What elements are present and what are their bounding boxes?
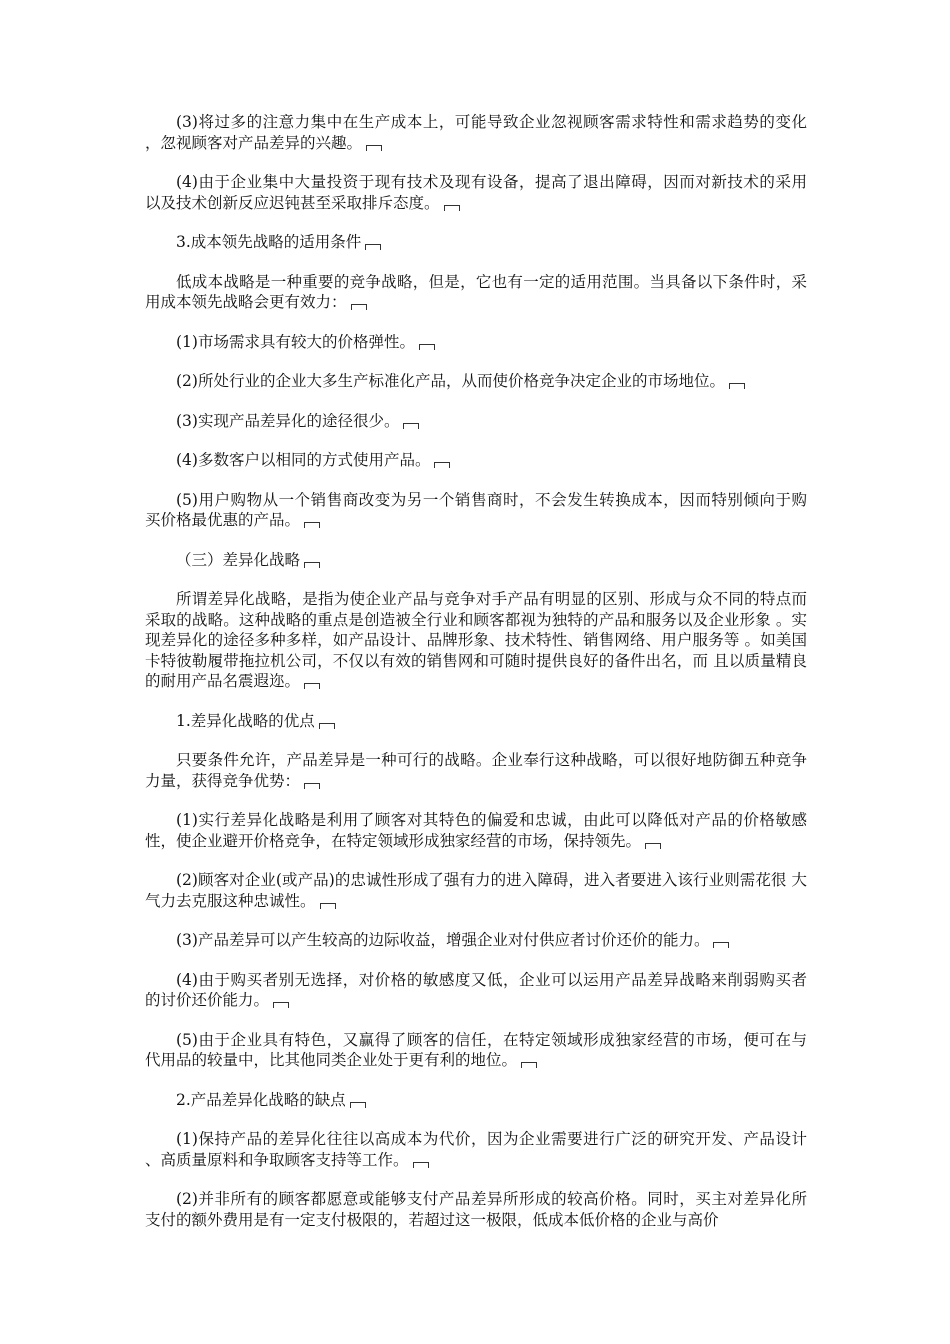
paragraph-mark-icon (304, 522, 320, 528)
section-heading: 2.产品差异化战略的缺点 (145, 1090, 807, 1111)
paragraph-mark-icon (713, 942, 729, 948)
list-item: (4)由于购买者别无选择，对价格的敏感度又低，企业可以运用产品差异战略来削弱购买者 的讨价还价能力。 (145, 970, 807, 1009)
list-item: (3)产品差异可以产生较高的边际收益，增强企业对付供应者讨价还价的能力。 (145, 930, 807, 951)
section-heading: 1.差异化战略的优点 (145, 711, 807, 732)
paragraph-mark-icon (350, 1102, 366, 1108)
list-item: (1)市场需求具有较大的价格弹性。 (145, 332, 807, 353)
paragraph-mark-icon (729, 383, 745, 389)
paragraph-mark-icon (403, 423, 419, 429)
section-heading: 3.成本领先战略的适用条件 (145, 232, 807, 253)
list-item: (1)保持产品的差异化往往以高成本为代价，因为企业需要进行广泛的研究开发、产品设计 、高质量原料和争取顾客支持等工作。 (145, 1130, 807, 1169)
paragraph: 所谓差异化战略，是指为使企业产品与竞争对手产品有明显的区别、形成与众不同的特点而 采取的战略。这种战略的重点是创造被全行业和顾客都视为独特的产品和服务以及企业形象 。实现差异化的途径多种多样，如产品设计、品牌形象、技术特性、销售网络、用户服务等 。如美国卡特彼勒履带拖拉机公司，不仅以有效的销售网和可随时提供良好的备件出名，而 且以质量精良的耐用产品名震遐迩。 (145, 590, 807, 690)
paragraph-mark-icon (351, 304, 367, 310)
list-item: (3)实现产品差异化的途径很少。 (145, 411, 807, 432)
paragraph-mark-icon (273, 1002, 289, 1008)
list-item: (4)多数客户以相同的方式使用产品。 (145, 450, 807, 471)
paragraph-mark-icon (319, 723, 335, 729)
paragraph-mark-icon (304, 683, 320, 689)
paragraph-mark-icon (366, 145, 382, 151)
paragraph: (4)由于企业集中大量投资于现有技术及现有设备，提高了退出障碍，因而对新技术的采用 以及技术创新反应迟钝甚至采取排斥态度。 (145, 173, 807, 212)
paragraph-mark-icon (444, 205, 460, 211)
paragraph-mark-icon (434, 462, 450, 468)
section-heading: （三）差异化战略 (145, 550, 807, 571)
list-item: (2)并非所有的顾客都愿意或能够支付产品差异所形成的较高价格。同时，买主对差异化所 支付的额外费用是有一定支付极限的，若超过这一极限，低成本低价格的企业与高价 (145, 1190, 807, 1229)
paragraph-mark-icon (521, 1062, 537, 1068)
list-item: (2)顾客对企业(或产品)的忠诚性形成了强有力的进入障碍，进入者要进入该行业则需花很 大气力去克服这种忠诚性。 (145, 871, 807, 910)
paragraph-mark-icon (419, 344, 435, 350)
paragraph-mark-icon (645, 843, 661, 849)
paragraph: 低成本战略是一种重要的竞争战略，但是，它也有一定的适用范围。当具备以下条件时，采 用成本领先战略会更有效力： (145, 272, 807, 311)
list-item: (5)用户购物从一个销售商改变为另一个销售商时，不会发生转换成本，因而特别倾向于购 买价格最优惠的产品。 (145, 490, 807, 529)
paragraph-mark-icon (304, 562, 320, 568)
paragraph-mark-icon (413, 1162, 429, 1168)
list-item: (2)所处行业的企业大多生产标准化产品，从而使价格竞争决定企业的市场地位。 (145, 371, 807, 392)
paragraph: 只要条件允许，产品差异是一种可行的战略。企业奉行这种战略，可以很好地防御五种竞争 力量，获得竞争优势： (145, 751, 807, 790)
paragraph-mark-icon (365, 244, 381, 250)
paragraph: (3)将过多的注意力集中在生产成本上，可能导致企业忽视顾客需求特性和需求趋势的变化 ，忽视顾客对产品差异的兴趣。 (145, 113, 807, 152)
list-item: (5)由于企业具有特色，又赢得了顾客的信任，在特定领域形成独家经营的市场，便可在与 代用品的较量中，比其他同类企业处于更有利的地位。 (145, 1030, 807, 1069)
list-item: (1)实行差异化战略是利用了顾客对其特色的偏爱和忠诚，由此可以降低对产品的价格敏感 性，使企业避开价格竞争，在特定领域形成独家经营的市场，保持领先。 (145, 811, 807, 850)
paragraph-mark-icon (320, 903, 336, 909)
document-body (145, 112, 807, 1249)
paragraph-mark-icon (304, 783, 320, 789)
